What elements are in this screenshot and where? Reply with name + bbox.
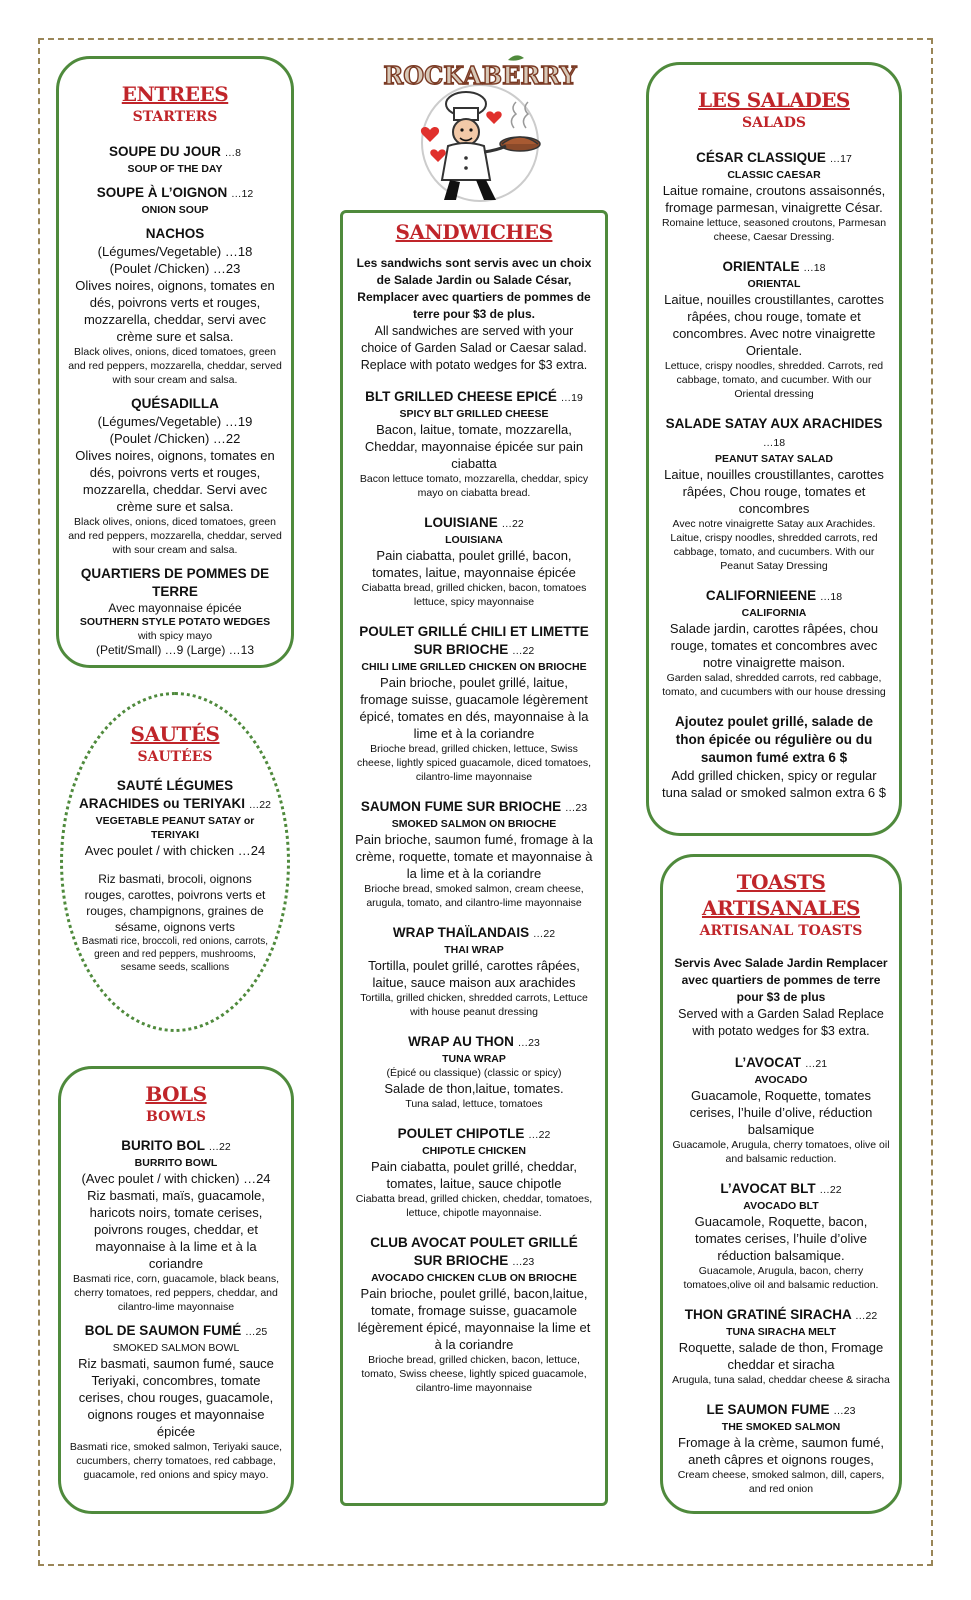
menu-item — [355, 514, 593, 609]
item-price: …12 — [231, 188, 254, 200]
item-description-en: Guacamole, Arugula, cherry tomatoes, olive oil and balsamic reduction. — [672, 1139, 890, 1165]
item-english-name: SMOKED SALMON BOWL — [112, 1342, 240, 1354]
item-price: …22 — [512, 645, 535, 657]
item-name: SOUPE DU JOUR — [109, 144, 221, 159]
item-description-fr: Tortilla, poulet grillé, carottes râpées, laitue, sauce maison aux arachides — [368, 958, 580, 990]
toasts-section — [660, 854, 902, 1514]
item-name: QUARTIERS DE POMMES DE TERRE — [80, 566, 270, 599]
salades-section — [646, 62, 902, 836]
item-name: LE SAUMON FUME — [706, 1402, 830, 1417]
menu-item-soupe-jour — [67, 143, 283, 176]
rockaberry-logo — [380, 48, 580, 213]
item-description-en: Romaine lettuce, seasoned croutons, Parmesan cheese, Caesar Dressing. — [661, 217, 887, 243]
item-name: ARACHIDES ou TERIYAKI — [79, 796, 246, 811]
item-description-en: Cream cheese, smoked salmon, dill, capers, and red onion — [677, 1469, 885, 1495]
item-description-en: with spicy mayo — [137, 630, 213, 642]
menu-item — [671, 1401, 891, 1496]
sautes-title: SAUTÉS — [130, 722, 220, 746]
item-description-fr: Pain brioche, poulet grillé, laitue, fromage suisse, guacamole légèrement épicé, tomates en dés, mayonnaise à la lime et à la coriandre — [359, 675, 589, 741]
item-price: …22 — [248, 799, 271, 811]
salades-extra-en: Add grilled chicken, spicy or regular tuna salad or smoked salmon extra 6 $ — [661, 768, 886, 800]
bols-title: BOLS — [145, 1082, 207, 1106]
item-price: …22 — [532, 928, 556, 940]
item-english-name: AVOCADO — [754, 1074, 808, 1086]
item-description-en: Basmati rice, smoked salmon, Teriyaki sauce, cucumbers, cherry tomatoes, red cabbage, guacamole, red onions and spicy mayo. — [69, 1441, 283, 1481]
item-english-name: THE SMOKED SALMON — [721, 1421, 841, 1433]
item-name: POULET GRILLÉ CHILI ET LIMETTE SUR BRIOCHE — [359, 624, 589, 657]
item-description-en: Black olives, onions, diced tomatoes, green and red peppers, mozzarella, cheddar, served with sour cream and salsa. — [68, 346, 282, 386]
item-option: (Poulet /Chicken) …23 — [109, 261, 241, 276]
item-description-en: Arugula, tuna salad, cheddar cheese & siracha — [672, 1374, 890, 1386]
item-description-fr: Olives noires, oignons, tomates en dés, poivrons verts et rouges, mozzarella, cheddar. Servi avec crème sure et salsa. — [75, 448, 275, 514]
item-description-fr: Pain ciabatta, poulet grillé, bacon, tomates, laitue, mayonnaise épicée — [372, 548, 576, 580]
menu-item — [355, 623, 593, 784]
item-name: QUÉSADILLA — [131, 396, 219, 411]
item-description-fr: Laitue, nouilles croustillantes, carottes râpées, chou rouge, tomate et concombres. Avec notre vinaigrette Orientale. — [664, 292, 884, 358]
item-name: POULET CHIPOTLE — [397, 1126, 525, 1141]
salade-list — [659, 149, 889, 699]
menu-item — [355, 1234, 593, 1395]
item-english-name: CLASSIC CAESAR — [727, 169, 821, 181]
item-name: SAUMON FUME SUR BRIOCHE — [360, 799, 562, 814]
item-description-fr: Pain brioche, saumon fumé, fromage à la crème, roquette, tomate et mayonnaise à la lime et à la coriandre — [355, 832, 593, 881]
item-name: BLT GRILLED CHEESE EPICÉ — [365, 389, 557, 404]
item-name: CALIFORNIEENE — [705, 588, 817, 603]
item-name: CLUB AVOCAT POULET GRILLÉ SUR BRIOCHE — [370, 1235, 578, 1268]
item-english-name: TUNA WRAP — [442, 1053, 506, 1065]
item-price: …18 — [762, 437, 786, 449]
entrees-subtitle: STARTERS — [132, 109, 218, 125]
sandwiches-title: SANDWICHES — [395, 220, 553, 244]
item-price: …25 — [245, 1326, 268, 1338]
menu-item — [355, 388, 593, 500]
item-english-name: LOUISIANA — [445, 534, 503, 546]
item-price: …22 — [819, 1184, 842, 1196]
item-english-name: BURRITO BOWL — [134, 1157, 218, 1169]
menu-item — [355, 924, 593, 1019]
item-name: SALADE SATAY AUX ARACHIDES — [665, 416, 883, 431]
menu-item — [671, 1180, 891, 1292]
menu-item-nachos — [67, 225, 283, 387]
item-name: SOUPE À L’OIGNON — [96, 185, 228, 200]
item-name: BOL DE SAUMON FUMÉ — [84, 1323, 242, 1338]
item-english-name: SOUTHERN STYLE POTATO WEDGES — [79, 616, 271, 628]
item-description-en: Brioche bread, grilled chicken, bacon, lettuce, tomato, Swiss cheese, lightly spiced guacamole, cilantro-lime mayonnaise — [361, 1354, 587, 1394]
item-description-en: Black olives, onions, diced tomatoes, green and red peppers, mozzarella, cheddar, served with sour cream and salsa. — [68, 516, 282, 556]
item-english-name: CHILI LIME GRILLED CHICKEN ON BRIOCHE — [361, 661, 587, 673]
item-description-fr: Salade jardin, carottes râpées, chou rouge, tomates et concombres avec notre vinaigrette maison. — [669, 621, 879, 670]
item-name: NACHOS — [145, 226, 205, 241]
toasts-subtitle: ARTISANAL TOASTS — [699, 923, 863, 939]
salades-extra-fr: Ajoutez poulet grillé, salade de thon épicée ou régulière ou du saumon fumé extra 6 $ — [674, 714, 874, 765]
toasts-intro-fr: Servis Avec Salade Jardin Remplacer avec quartiers de pommes de terre pour $3 de plus — [674, 956, 888, 1004]
item-description-fr: Riz basmati, maïs, guacamole, haricots noirs, tomate cerises, poivrons rouges, cheddar, et mayonnaise à la lime et à la coriandre — [87, 1188, 265, 1271]
entrees-title: ENTREES — [121, 82, 229, 106]
item-description-fr: Riz basmati, brocoli, oignons rouges, carottes, poivrons verts et rouges, champignons, graines de sésame, oignons verts — [84, 872, 266, 934]
menu-item-quartiers — [67, 565, 283, 657]
item-description-fr: Riz basmati, saumon fumé, sauce Teriyaki, concombres, tomate cerises, chou rouges, guacamole, oignons rouges et mayonnaise épicée — [78, 1356, 274, 1439]
item-english-name: VEGETABLE PEANUT SATAY or TERIYAKI — [95, 815, 255, 841]
item-description-en: Brioche bread, grilled chicken, lettuce, Swiss cheese, lightly spiced guacamole, diced tomatoes, cilantro-lime mayonnaise — [356, 743, 592, 783]
item-price: …22 — [208, 1141, 231, 1153]
item-english-name: CHIPOTLE CHICKEN — [422, 1145, 526, 1157]
item-price: …21 — [804, 1058, 828, 1070]
item-name: ORIENTALE — [722, 259, 800, 274]
item-price: …8 — [224, 147, 241, 159]
item-name: BURITO BOL — [121, 1138, 205, 1153]
sautes-section — [60, 692, 290, 1032]
item-price: …18 — [803, 262, 826, 274]
item-description-en: Guacamole, Arugula, bacon, cherry tomatoes,olive oil and balsamic reduction. — [683, 1265, 879, 1291]
item-name: THON GRATINÉ SIRACHA — [684, 1307, 852, 1322]
item-english-name: THAI WRAP — [444, 944, 504, 956]
item-english-name: TUNA SIRACHA MELT — [726, 1326, 836, 1338]
item-description-en: Basmati rice, broccoli, red onions, carrots, green and red peppers, mushrooms, sesame seeds, scallions — [81, 936, 269, 973]
item-price: …17 — [829, 153, 852, 165]
item-option: (Légumes/Vegetable) …18 — [97, 244, 253, 259]
item-price: …23 — [833, 1405, 856, 1417]
menu-item-burrito-bol — [69, 1137, 283, 1314]
item-price: …23 — [517, 1037, 540, 1049]
menu-item-quesadilla — [67, 395, 283, 557]
bols-section — [58, 1066, 294, 1514]
menu-item — [659, 258, 889, 401]
item-description-en: Tuna salad, lettuce, tomatoes — [405, 1098, 543, 1110]
sautes-subtitle: SAUTÉES — [137, 749, 213, 765]
menu-item — [659, 415, 889, 573]
item-description-fr: Fromage à la crème, saumon fumé, aneth câpres et oignons rouges, — [678, 1435, 884, 1467]
menu-item — [671, 1054, 891, 1166]
entrees-section — [56, 56, 294, 668]
item-price: …22 — [501, 518, 524, 530]
item-sizes: (Petit/Small) …9 (Large) …13 — [95, 643, 255, 657]
menu-item-soupe-oignon — [67, 184, 283, 217]
item-price: …23 — [564, 802, 588, 814]
item-description-fr: Roquette, salade de thon, Fromage cheddar et siracha — [678, 1340, 884, 1372]
menu-item — [659, 587, 889, 699]
item-description-fr: Guacamole, Roquette, bacon, tomates cerises, l’huile d’olive réduction balsamique. — [694, 1214, 868, 1263]
item-english-name: ONION SOUP — [141, 204, 209, 216]
item-name: CÉSAR CLASSIQUE — [696, 150, 826, 165]
item-description-en: Ciabatta bread, grilled chicken, bacon, tomatoes lettuce, spicy mayonnaise — [361, 582, 587, 608]
item-description-fr: Olives noires, oignons, tomates en dés, poivrons verts et rouges, mozzarella, cheddar, servi avec crème sure et salsa. — [75, 278, 275, 344]
salades-subtitle: SALADS — [742, 115, 806, 131]
item-name: L’AVOCAT BLT — [720, 1181, 816, 1196]
item-name: WRAP AU THON — [408, 1034, 514, 1049]
item-name: LOUISIANE — [424, 515, 498, 530]
toast-list — [671, 1054, 891, 1496]
item-description-fr: Guacamole, Roquette, tomates cerises, l’huile d’olive, réduction balsamique — [689, 1088, 873, 1137]
item-option: (Poulet /Chicken) …22 — [109, 431, 241, 446]
bols-subtitle: BOWLS — [146, 1109, 206, 1125]
item-description-en: Garden salad, shredded carrots, red cabbage, tomato, and cucumbers with our house dressing — [662, 672, 886, 698]
item-english-name: AVOCADO CHICKEN CLUB ON BRIOCHE — [371, 1272, 577, 1284]
item-price: …19 — [560, 392, 583, 404]
item-description-en: Brioche bread, smoked salmon, cream cheese, arugula, tomato, and cilantro-lime mayonnaise — [364, 883, 584, 909]
menu-item — [671, 1306, 891, 1387]
menu-item-bol-saumon — [69, 1322, 283, 1482]
item-name: SAUTÉ LÉGUMES — [116, 778, 234, 793]
item-english-name: SOUP OF THE DAY — [127, 163, 223, 175]
item-name: L’AVOCAT — [734, 1055, 802, 1070]
sandwiches-intro-fr: Les sandwichs sont servis avec un choix de Salade Jardin ou Salade César, Remplacer avec quartiers de pommes de terre pour $3 de plus. — [356, 256, 592, 321]
item-english-name: CALIFORNIA — [741, 607, 807, 619]
sandwiches-section — [340, 210, 608, 1506]
item-english-name: PEANUT SATAY SALAD — [714, 453, 834, 465]
toasts-intro-en: Served with a Garden Salad Replace with potato wedges for $3 extra. — [678, 1007, 884, 1038]
item-description-en: Tortilla, grilled chicken, shredded carrots, Lettuce with house peanut dressing — [360, 992, 588, 1018]
item-english-name: SMOKED SALMON ON BRIOCHE — [391, 818, 557, 830]
item-price: …18 — [819, 591, 843, 603]
item-description-fr: Bacon, laitue, tomate, mozzarella, Cheddar, mayonnaise épicée sur pain ciabatta — [364, 422, 584, 471]
item-option: (Légumes/Vegetable) …19 — [97, 414, 253, 429]
item-chicken-option: (Avec poulet / with chicken) …24 — [81, 1171, 271, 1186]
item-chicken-option: Avec poulet / with chicken …24 — [84, 843, 266, 858]
item-description-en: Ciabatta bread, grilled chicken, cheddar, tomatoes, lettuce, chipotle mayonnaise. — [355, 1193, 593, 1219]
item-description-fr: Avec mayonnaise épicée — [108, 601, 242, 615]
salades-title: LES SALADES — [698, 88, 850, 112]
item-english-name: SPICY BLT GRILLED CHEESE — [399, 408, 549, 420]
menu-item — [355, 1033, 593, 1111]
item-description-en: Avec notre vinaigrette Satay aux Arachides. Laitue, crispy noodles, shredded carrots, red cabbage, tomato, and cucumbers. With our Peanut Satay Dressing — [670, 518, 878, 572]
menu-item — [659, 149, 889, 244]
item-description-fr: Laitue romaine, croutons assaisonnés, fromage parmesan, vinaigrette César. — [662, 183, 886, 215]
sandwiches-intro-en: All sandwiches are served with your choice of Garden Salad or Caesar salad. Replace with potato wedges for $3 extra. — [360, 324, 588, 372]
item-description-fr: Laitue, nouilles croustillantes, carottes râpées, Chou rouge, tomates et concombres — [664, 467, 884, 516]
menu-item — [355, 798, 593, 910]
svg-text:ROCKABERRY: ROCKABERRY — [383, 61, 577, 90]
item-english-name: ORIENTAL — [747, 278, 801, 290]
toasts-title: TOASTS ARTISANALES — [701, 870, 861, 920]
item-description-fr: Pain brioche, poulet grillé, bacon,laitue, tomate, fromage suisse, guacamole légèrement épicé, mayonnaise la lime et à la coriandre — [357, 1286, 591, 1352]
item-name: WRAP THAÏLANDAIS — [392, 925, 530, 940]
sandwich-list — [355, 388, 593, 1395]
item-description-en: Bacon lettuce tomato, mozzarella, cheddar, spicy mayo on ciabatta bread. — [359, 473, 589, 499]
item-price: …23 — [512, 1256, 535, 1268]
item-description-en: Lettuce, crispy noodles, shredded. Carrots, red cabbage, tomato, and cucumber. With our Oriental dressing — [664, 360, 884, 400]
item-price: …22 — [855, 1310, 878, 1322]
item-price: …22 — [528, 1129, 551, 1141]
item-note: (Épicé ou classique) (classic or spicy) — [386, 1067, 562, 1079]
item-description-fr: Pain ciabatta, poulet grillé, cheddar, tomates, laitue, sauce chipotle — [371, 1159, 577, 1191]
item-description-en: Basmati rice, corn, guacamole, black beans, cherry tomatoes, red peppers, cheddar, and cilantro-lime mayonnaise — [72, 1273, 280, 1313]
menu-item — [355, 1125, 593, 1220]
item-description-fr: Salade de thon,laitue, tomates. — [384, 1081, 564, 1096]
item-english-name: AVOCADO BLT — [743, 1200, 819, 1212]
